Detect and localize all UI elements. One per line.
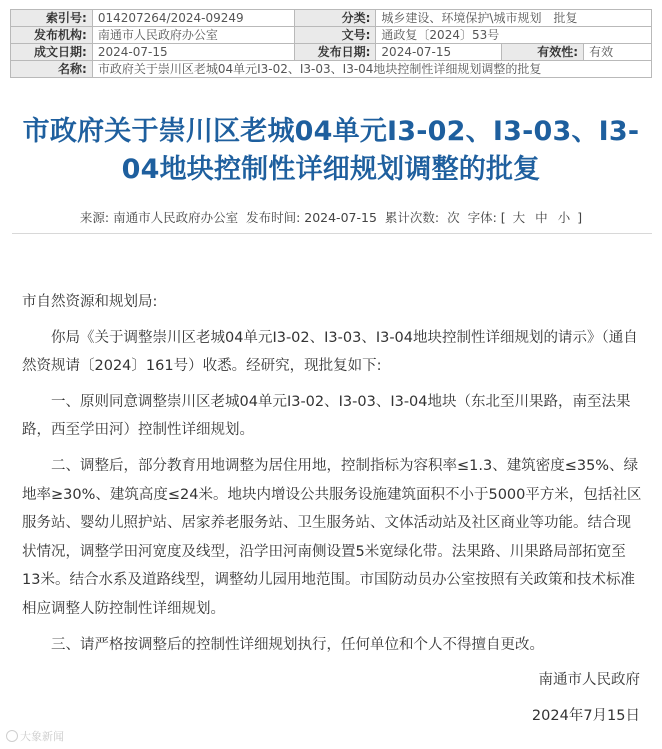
paragraph-intro: 你局《关于调整崇川区老城04单元I3-02、I3-03、I3-04地块控制性详细规划的请示》（通自然资规请〔2024〕161号）收悉。经研究，现批复如下: [22,329,638,375]
category-label: 分类: [294,10,376,27]
font-size-large-link[interactable]: 大 [512,210,526,225]
paragraph-item-1: 一、原则同意调整崇川区老城04单元I3-02、I3-03、I3-04地块（东北至川果路，南至法果路，西至学田河）控制性详细规划。 [22,393,631,439]
addressee: 市自然资源和规划局: [22,294,158,310]
issuer-label: 发布机构: [11,27,93,44]
publish-time-text: 发布时间: 2024-07-15 [246,210,377,225]
created-date-value: 2024-07-15 [92,44,294,61]
view-count-unit: 次 [447,210,460,225]
issuer-value: 南通市人民政府办公室 [92,27,294,44]
watermark-text: 大象新闻 [20,730,64,743]
docno-label: 文号: [294,27,376,44]
index-label: 索引号: [11,10,93,27]
signature-date: 2024年7月15日 [531,707,640,724]
name-value: 市政府关于崇川区老城04单元I3-02、I3-03、I3-04地块控制性详细规划调整的批复 [92,61,651,78]
article-info-bar [0,208,662,226]
validity-label: 有效性: [502,44,584,61]
metadata-row-1 [11,10,652,27]
name-label: 名称: [11,61,93,78]
paragraph-item-3: 三、请严格按调整后的控制性详细规划执行，任何单位和个人不得擅自更改。 [51,636,544,653]
created-date-label: 成文日期: [11,44,93,61]
font-size-medium-link[interactable]: 中 [535,210,548,225]
view-count-label: 累计次数: [384,210,440,225]
index-value: 014207264/2024-09249 [92,10,294,27]
paragraph-item-2: 二、调整后，部分教育用地调整为居住用地，控制指标为容积率≤1.3、建筑密度≤35%、绿地率≥30%、建筑高度≤24米。地块内增设公共服务设施建筑面积不小于5000平方米，包括社区服务站、婴幼儿照护站、居家养老服务站、卫生服务站、文体活动站及社区商业等功能。结合现状情况，调整学田河宽度及线型，沿学田河南侧设置5米宽绿化带。法果路、川果路局部拓宽至13米。结合水系及道路线型，调整幼儿园用地范围。市国防动员办公室按照有关政策和技术标准相应调整人防控制性详细规划。 [22,457,642,617]
signature: 南通市人民政府 [538,672,640,689]
page-title: 市政府关于崇川区老城04单元I3-02、I3-03、I3-04地块控制性详细规划调整的批复 [22,116,640,185]
validity-value: 有效 [584,44,652,61]
watermark [6,728,64,744]
published-date-label: 发布日期: [294,44,376,61]
metadata-row-4 [11,61,652,78]
watermark-logo-icon [6,730,18,742]
font-size-label: 字体: [ [467,210,506,225]
divider [12,233,652,234]
docno-value: 通政复〔2024〕53号 [376,27,652,44]
metadata-row-2 [11,27,652,44]
category-value: 城乡建设、环境保护\城市规划 批复 [376,10,652,27]
document-metadata-table [10,9,652,78]
published-date-value: 2024-07-15 [376,44,502,61]
metadata-row-3 [11,44,652,61]
article-body [22,288,644,737]
font-size-close: ] [577,210,583,225]
font-size-small-link[interactable]: 小 [557,210,571,225]
source-text: 来源: 南通市人民政府办公室 [79,210,239,225]
